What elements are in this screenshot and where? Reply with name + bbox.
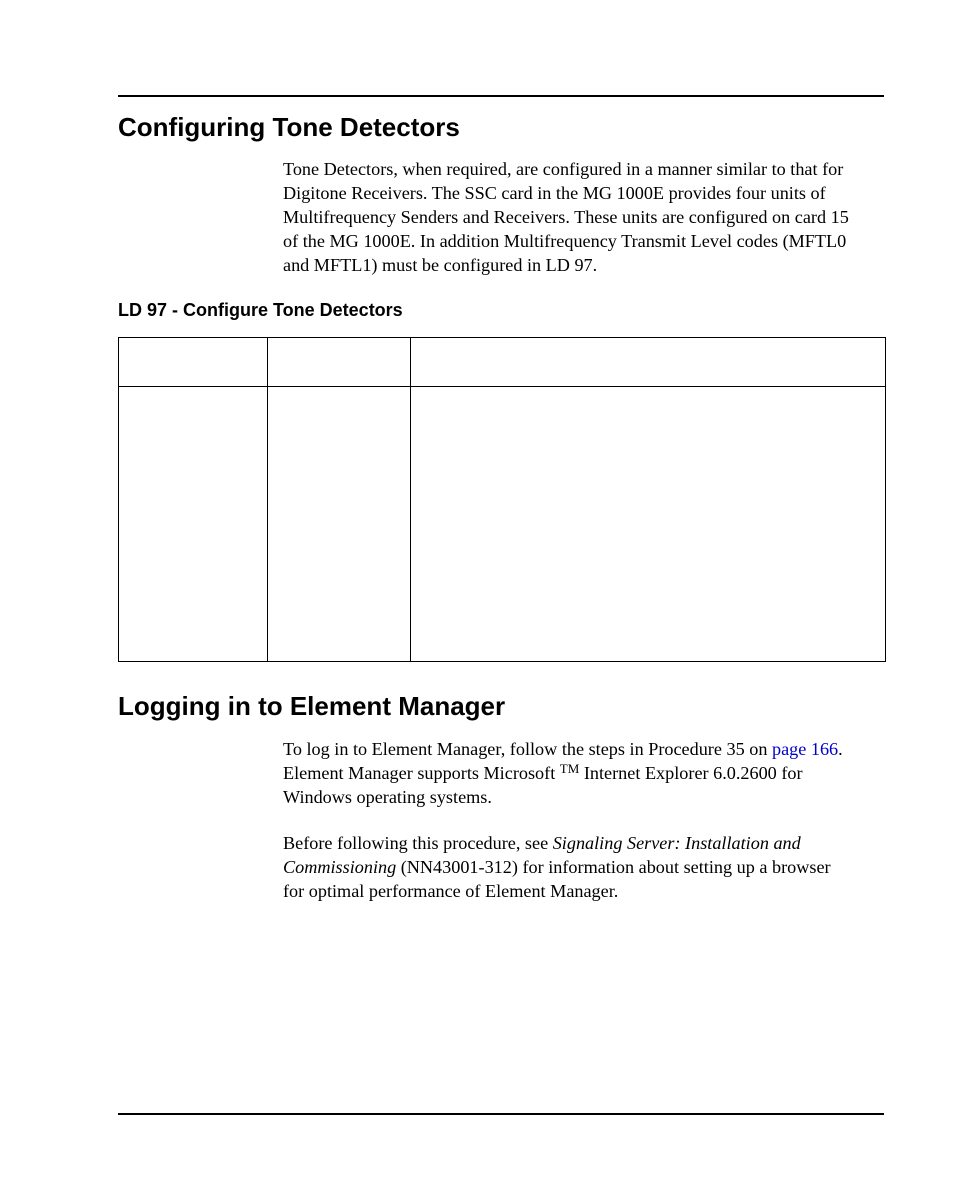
page-166-link[interactable]: page 166 — [771, 739, 839, 759]
paragraph-line — [283, 855, 888, 879]
tone-detectors-paragraph — [283, 157, 888, 277]
table-cell — [268, 387, 411, 662]
paragraph-line: of the MG 1000E. In addition Multifrequency Transmit Level codes (MFTL0 — [283, 231, 847, 251]
table-header-cell — [119, 338, 268, 387]
text-run: Element Manager supports Microsoft — [283, 763, 560, 783]
paragraph-line: Multifrequency Senders and Receivers. These units are configured on card 15 — [283, 207, 849, 227]
paragraph-line: for optimal performance of Element Manager. — [283, 881, 619, 901]
paragraph-line: and MFTL1) must be configured in LD 97. — [283, 255, 598, 275]
element-manager-paragraph-1 — [283, 737, 888, 809]
ld97-table — [118, 337, 886, 662]
paragraph-line — [283, 737, 888, 761]
table-cell — [119, 387, 268, 662]
table-caption: LD 97 - Configure Tone Detectors — [118, 300, 403, 320]
element-manager-paragraph-2 — [283, 831, 888, 903]
paragraph-line — [283, 831, 888, 855]
section-title-element-manager: Logging in to Element Manager — [118, 691, 506, 721]
text-run: Internet Explorer 6.0.2600 for — [579, 763, 803, 783]
table-cell — [411, 387, 886, 662]
text-run: (NN43001-312) for information about setting up a browser — [396, 857, 831, 877]
text-run: . — [838, 739, 843, 759]
paragraph-line: Tone Detectors, when required, are configured in a manner similar to that for — [283, 159, 844, 179]
section-title-tone-detectors: Configuring Tone Detectors — [118, 112, 460, 142]
document-title-italic: Commissioning — [283, 857, 397, 877]
table-header-cell — [268, 338, 411, 387]
table-header-row — [119, 338, 886, 387]
paragraph-line: Windows operating systems. — [283, 787, 492, 807]
footer-rule — [118, 1113, 884, 1115]
paragraph-line: Digitone Receivers. The SSC card in the MG 1000E provides four units of — [283, 183, 826, 203]
table-header-cell — [411, 338, 886, 387]
text-run: To log in to Element Manager, follow the steps in Procedure 35 on — [283, 739, 772, 759]
header-rule — [118, 95, 884, 97]
trademark-mark: TM — [559, 761, 580, 776]
table-row — [119, 387, 886, 662]
document-title-italic: Signaling Server: Installation and — [552, 833, 801, 853]
paragraph-line — [283, 761, 888, 785]
text-run: Before following this procedure, see — [283, 833, 553, 853]
